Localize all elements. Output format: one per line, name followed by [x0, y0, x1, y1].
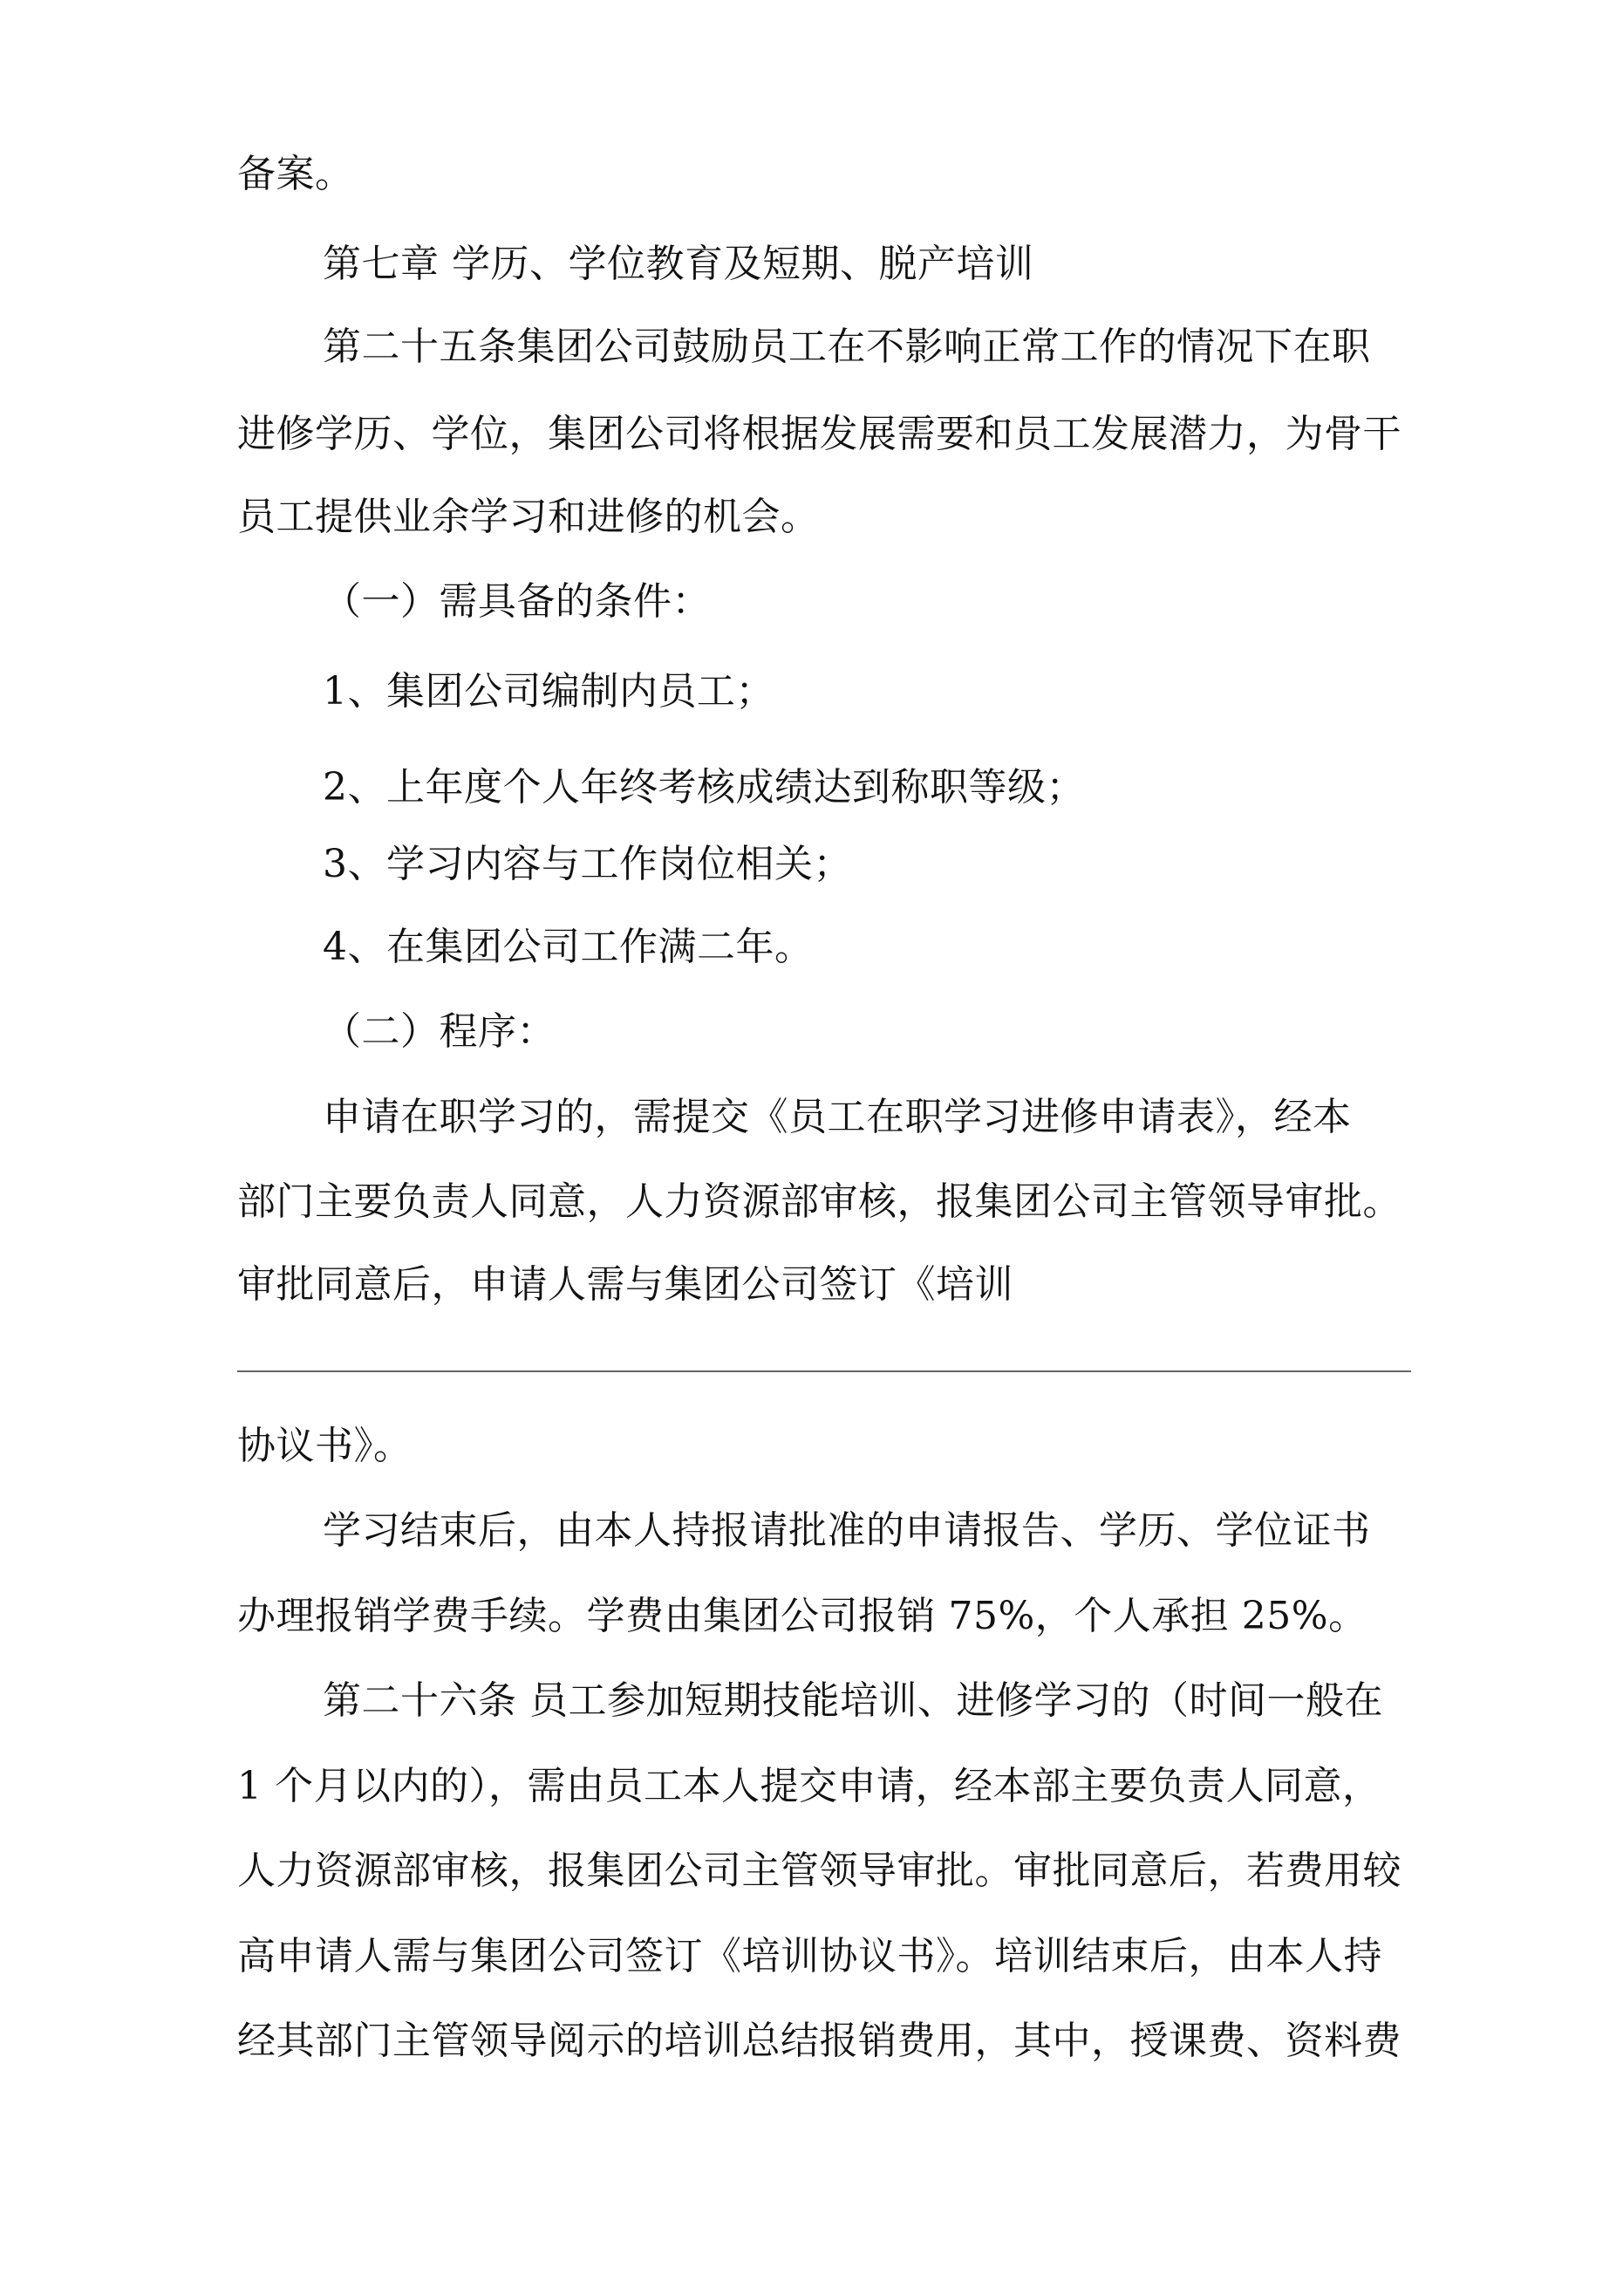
list-item: 4、在集团公司工作满二年。	[323, 925, 814, 969]
paragraph-text: 学习结束后，由本人持报请批准的申请报告、学历、学位证书	[323, 1508, 1371, 1553]
paragraph-text: 第二十六条 员工参加短期技能培训、进修学习的（时间一般在	[323, 1678, 1383, 1723]
subsection-heading: （二）程序：	[323, 1009, 556, 1054]
paragraph-text: 进修学历、学位，集团公司将根据发展需要和员工发展潜力，为骨干	[237, 412, 1401, 456]
paragraph-text: 审批同意后，申请人需与集团公司签订《培训	[237, 1262, 1013, 1307]
list-item: 2、上年度个人年终考核成绩达到称职等级；	[323, 765, 1085, 810]
chapter-heading: 第七章 学历、学位教育及短期、脱产培训	[323, 242, 1034, 286]
list-item: 1、集团公司编制内员工；	[323, 669, 774, 714]
paragraph-text: 第二十五条集团公司鼓励员工在不影响正常工作的情况下在职	[323, 325, 1371, 369]
paragraph-text: 协议书》。	[237, 1424, 413, 1468]
list-item: 3、学习内容与工作岗位相关；	[323, 842, 852, 886]
paragraph-text: 高申请人需与集团公司签订《培训协议书》。培训结束后，由本人持	[237, 1934, 1382, 1978]
page-divider	[237, 1370, 1411, 1372]
paragraph-text: 经其部门主管领导阅示的培训总结报销费用，其中，授课费、资料费	[237, 2019, 1401, 2063]
paragraph-text: 人力资源部审核，报集团公司主管领导审批。审批同意后，若费用较	[237, 1848, 1401, 1893]
paragraph-text: 备案。	[237, 152, 354, 196]
paragraph-text: 申请在职学习的，需提交《员工在职学习进修申请表》，经本	[323, 1095, 1352, 1139]
paragraph-text: 1 个月以内的），需由员工本人提交申请，经本部主要负责人同意，	[237, 1764, 1381, 1808]
paragraph-text: 办理报销学费手续。学费由集团公司报销 75%，个人承担 25%。	[237, 1594, 1367, 1638]
paragraph-text: 部门主要负责人同意，人力资源部审核，报集团公司主管领导审批。	[237, 1179, 1401, 1224]
paragraph-text: 员工提供业余学习和进修的机会。	[237, 495, 820, 539]
subsection-heading: （一）需具备的条件：	[323, 579, 711, 624]
